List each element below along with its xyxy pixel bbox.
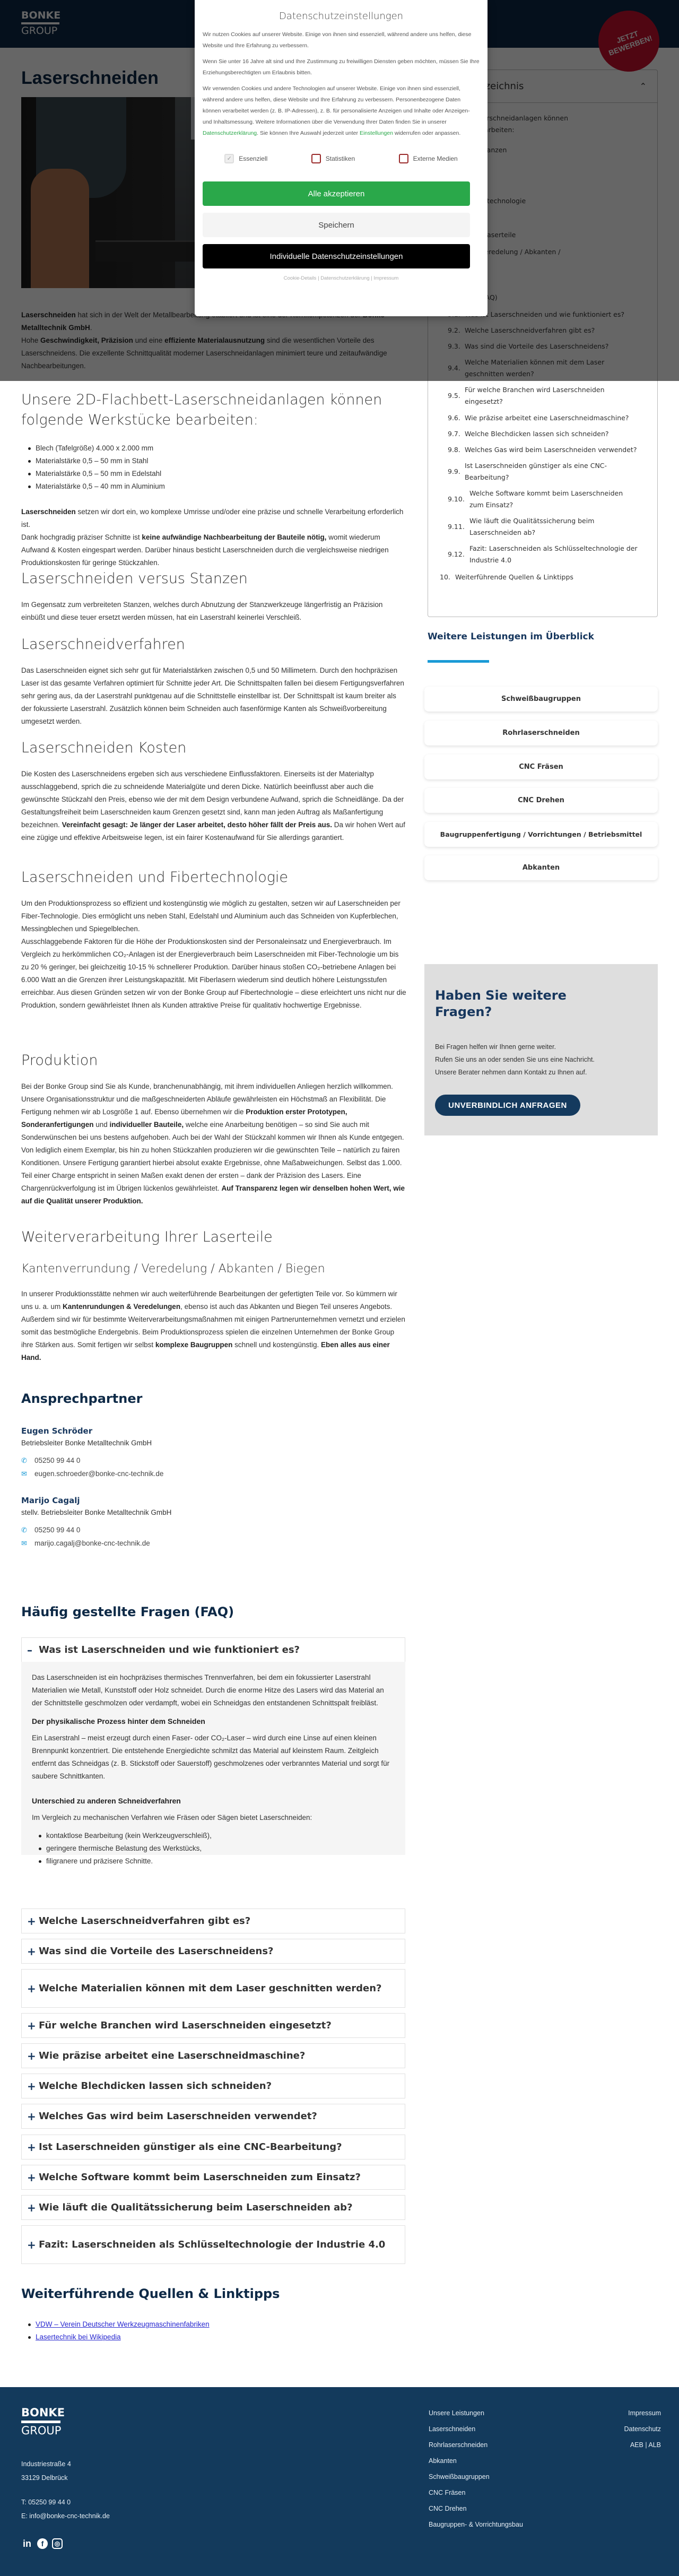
plus-icon: + xyxy=(27,2201,36,2214)
service-link[interactable]: Rohrlaserschneiden xyxy=(424,721,658,745)
services-underline xyxy=(428,660,489,663)
settings-link[interactable]: Einstellungen xyxy=(359,130,393,136)
weiter-text xyxy=(21,1288,406,1364)
separator: | xyxy=(318,275,319,281)
bold-text: Eben alles aus einer Hand. xyxy=(21,1341,390,1361)
faq-question xyxy=(22,1638,405,1662)
instagram-icon[interactable]: ◎ xyxy=(52,2538,63,2549)
service-link[interactable]: CNC Fräsen xyxy=(424,754,658,779)
faq-question xyxy=(22,1939,405,1963)
footer-nav-link[interactable]: Baugruppen- & Vorrichtungsbau xyxy=(429,2521,523,2528)
kosten-heading: Laserschneiden Kosten xyxy=(21,740,187,756)
fiber-heading: Laserschneiden und Fibertechnologie xyxy=(21,869,289,886)
versus-section xyxy=(21,569,406,624)
cookie-details-link[interactable]: Cookie-Details xyxy=(283,275,317,281)
text: Die Kosten des Laserschneidens ergeben sich aus verschiedene Einflussfaktoren. Einerseits ist der Materialtyp ausschlaggebend, sprich die zu schneidende Materialgüte und deren Dicke. Natürlich beeinflusst aber auch die gewünschte Stückzahl den Preis, ebenso wie der mit dem Design verbundene Aufwand, sprich die Schneidlänge. Da der Gestaltungsfreiheit beim Laserschneiden kaum Grenzen gesetzt sind, kann man jeden Auftrag als Maßanfertigung bezeichnen. xyxy=(21,770,404,829)
plus-icon: + xyxy=(27,2110,36,2123)
bold-text: Laserschneiden xyxy=(21,508,76,516)
faq-question xyxy=(22,2014,405,2037)
text: , ebenso ist auch das Abkanten und Biegen Teil unseres Angebots. Außerdem sind wir für bestimmte Weiterverarbeitungsmaßnahmen mit einigen Partnerunternehmen vernetzt und erzielen somit das bestmögliche Endergebnis. Beim Produktionsprozess spielen die einzelnen Unternehmen der Bonke Group ihre Stärken aus. Somit fertigen wir selbst xyxy=(21,1303,405,1349)
request-button[interactable]: UNVERBINDLICH ANFRAGEN xyxy=(435,1095,580,1116)
toc-item-text: Welche Software kommt beim Laserschneiden zum Einsatz? xyxy=(469,489,623,509)
faq-question xyxy=(22,2104,405,2128)
faq-question-text: Welche Laserschneidverfahren gibt es? xyxy=(39,1915,251,1927)
versus-text: Im Gegensatz zum verbreiteten Stanzen, welches durch Abnutzung der Stanzwerkzeuge längerfristig an Präzision einbüßt und diese teuer ersetzt werden müssen, hat ein Laserstrahl keinerlei Verschleiß. xyxy=(21,601,383,621)
toc-number: 10. xyxy=(440,573,450,581)
kosten-text xyxy=(21,768,406,844)
faq-question xyxy=(22,2226,405,2263)
contact-name: Eugen Schröder xyxy=(21,1426,93,1436)
toc-sub-item[interactable] xyxy=(448,428,655,440)
list-item: Materialstärke 0,5 – 50 mm in Stahl xyxy=(36,455,406,467)
toc-number: 9.12. xyxy=(448,550,465,558)
produktion-heading: Produktion xyxy=(21,1052,98,1069)
flatbed-section xyxy=(21,390,406,569)
produktion-section xyxy=(21,1051,406,1208)
toc-item-text: Wie präzise arbeitet eine Laserschneidmaschine? xyxy=(465,414,629,422)
modal-text-1: Wir nutzen Cookies auf unserer Website. Einige von ihnen sind essenziell, während andere uns helfen, diese Website und Ihre Erfahrung zu verbessern. xyxy=(203,31,472,49)
linkedin-icon[interactable]: in xyxy=(23,2538,31,2549)
plus-icon: + xyxy=(27,1914,36,1928)
service-link[interactable]: Baugruppenfertigung / Vorrichtungen / Betriebsmittel xyxy=(424,822,658,847)
cta-heading: Haben Sie weitere Fragen? xyxy=(435,988,567,1019)
toc-sub-item[interactable] xyxy=(448,460,623,483)
footer-logo[interactable] xyxy=(21,2406,65,2437)
footer-nav-link[interactable]: Schweißbaugruppen xyxy=(429,2473,490,2480)
produktion-text xyxy=(21,1080,406,1208)
privacy-link[interactable]: Datenschutzerklärung xyxy=(320,275,370,281)
weiter-subheading: Kantenverrundung / Veredelung / Abkanten / Biegen xyxy=(21,1262,325,1276)
faq-question xyxy=(22,2044,405,2068)
text: und xyxy=(93,1121,110,1129)
faq-question-text: Welche Materialien können mit dem Laser geschnitten werden? xyxy=(39,1983,382,1994)
consent-checkboxes xyxy=(203,154,480,163)
list-item: Blech (Tafelgröße) 4.000 x 2.000 mm xyxy=(36,442,406,455)
contact-phone[interactable] xyxy=(21,1526,406,1534)
text: Dank hochgradig präziser Schnitte ist xyxy=(21,533,142,541)
kosten-section xyxy=(21,738,406,844)
phone-icon: ✆ xyxy=(21,1456,27,1464)
bold-text: Kantenrundungen & Veredelungen xyxy=(63,1303,181,1311)
accept-all-button[interactable]: Alle akzeptieren xyxy=(203,181,470,206)
faq-answer-p1: Das Laserschneiden ist ein hochpräzises thermisches Trennverfahren, bei dem ein fokussierter Laserstrahl Materialien wie Metall, Kunststoff oder Holz schneidet. Durch die enorme Hitze des Lasers wird das Material an der Schnittstelle geschmolzen oder verdampft, wobei ein Schneidgas den entstandenen Schnittspalt freibläst. xyxy=(32,1673,384,1707)
contact-email[interactable] xyxy=(21,1539,406,1547)
services-heading: Weitere Leistungen im Überblick xyxy=(428,631,594,642)
faq-question xyxy=(22,2165,405,2189)
footer-legal-link[interactable]: AEB | ALB xyxy=(630,2441,661,2449)
toc-sub-item[interactable] xyxy=(448,515,628,539)
faq-item[interactable] xyxy=(21,2104,405,2129)
faq-question xyxy=(22,2196,405,2219)
checkbox-statistics[interactable] xyxy=(311,154,355,163)
faq-item[interactable] xyxy=(21,1969,405,2008)
logo-divider xyxy=(21,2421,60,2423)
checkbox-label: Externe Medien xyxy=(413,155,458,162)
toc-item[interactable] xyxy=(440,571,652,583)
faq-answer xyxy=(21,1662,405,1797)
plus-icon: + xyxy=(27,2140,36,2154)
faq-item[interactable] xyxy=(21,2013,405,2038)
faq-heading: Häufig gestellte Fragen (FAQ) xyxy=(21,1604,234,1619)
checkbox-label: Essenziell xyxy=(239,155,268,162)
modal-text-2: Wenn Sie unter 16 Jahre alt sind und Ihre Zustimmung zu freiwilligen Diensten geben möchten, müssen Sie Ihre Erziehungsberechtigten um Erlaubnis bitten. xyxy=(203,58,480,76)
flatbed-heading: Unsere 2D-Flachbett-Laserschneidanlagen können folgende Werkstücke bearbeiten: xyxy=(21,392,382,428)
toc-item-text: Welches Gas wird beim Laserschneiden verwendet? xyxy=(465,446,637,454)
faq-item[interactable] xyxy=(21,2074,405,2098)
footer-nav-link[interactable]: Rohrlaserschneiden xyxy=(429,2441,488,2449)
bold-text: komplexe Baugruppen xyxy=(155,1341,233,1349)
fiber-section xyxy=(21,868,406,1012)
footer-nav-link[interactable]: Laserschneiden xyxy=(429,2425,476,2433)
faq-item[interactable] xyxy=(21,1939,405,1964)
text: widerrufen oder anpassen. xyxy=(393,130,461,136)
faq-item[interactable] xyxy=(21,2225,405,2264)
checkbox-unchecked-icon xyxy=(311,154,321,163)
imprint-link[interactable]: Impressum xyxy=(373,275,399,281)
footer-legal-link[interactable]: Impressum xyxy=(628,2409,661,2417)
toc-item-text: Für welche Branchen wird Laserschneiden eingesetzt? xyxy=(465,386,605,405)
toc-number: 9.9. xyxy=(448,467,460,475)
faq-question-text: Welche Software kommt beim Laserschneiden zum Einsatz? xyxy=(39,2172,361,2183)
faq-question-text: Fazit: Laserschneiden als Schlüsseltechnologie der Industrie 4.0 xyxy=(39,2239,386,2250)
bold-text: Produktion erster Prototypen, Sonderanfertigungen xyxy=(21,1108,347,1129)
logo-top: BONKE xyxy=(21,2406,65,2419)
plus-icon: + xyxy=(27,2079,36,2093)
faq-item[interactable] xyxy=(21,2043,405,2068)
service-link[interactable]: Abkanten xyxy=(424,855,658,880)
modal-footer-links xyxy=(203,275,480,281)
footer-street: Industriestraße 4 xyxy=(21,2460,71,2468)
list-item: kontaktlose Bearbeitung (kein Werkzeugverschleiß), xyxy=(46,1829,395,1842)
toc-number: 9.10. xyxy=(448,495,465,503)
toc-item-text: Fazit: Laserschneiden als Schlüsseltechnologie der Industrie 4.0 xyxy=(469,544,638,564)
toc-number: 9.6. xyxy=(448,414,460,422)
social-links xyxy=(21,2537,63,2550)
checkbox-external-media[interactable] xyxy=(399,154,458,163)
contact-role: Betriebsleiter Bonke Metalltechnik GmbH xyxy=(21,1439,152,1447)
faq-answer-list xyxy=(32,1829,395,1868)
weiter-section xyxy=(21,1227,406,1364)
minus-icon: – xyxy=(27,1643,32,1656)
weiter-heading: Weiterverarbeitung Ihrer Laserteile xyxy=(21,1229,273,1245)
faq-question xyxy=(22,1909,405,1933)
faq-answer-p2: Ein Laserstrahl – meist erzeugt durch einen Faser- oder CO₂-Laser – wird durch eine Linse auf einen kleinen Brennpunkt konzentriert. Die entstehende Energiedichte schmilzt das Material auf kleinstem Raum. Zeitgleich entfernt das Schneidgas (z. B. Stickstoff oder Sauerstoff) geschmolzenes oder verbranntes Material und sorgt für saubere Schnittkanten. xyxy=(32,1734,390,1780)
cta-line: Unsere Berater nehmen dann Kontakt zu Ihnen auf. xyxy=(435,1069,587,1076)
toc-sub-item[interactable] xyxy=(448,412,655,424)
mail-icon: ✉ xyxy=(21,1539,27,1547)
toc-sub-item[interactable] xyxy=(448,444,657,456)
text: womit wiederum Aufwand & Kosten eingespart werden. Darüber hinaus besticht Laserschneiden durch die vergleichsweise niedrigen Produktionskosten für geringe Stückzahlen. xyxy=(21,533,389,567)
list-item xyxy=(36,2318,406,2331)
save-button[interactable]: Speichern xyxy=(203,213,470,237)
list-item: Materialstärke 0,5 – 40 mm in Aluminium xyxy=(36,480,406,493)
source-link[interactable]: Lasertechnik bei Wikipedia xyxy=(36,2333,121,2341)
contact-role: stellv. Betriebsleiter Bonke Metalltechnik GmbH xyxy=(21,1508,172,1516)
text: . Sie können Ihre Auswahl jederzeit unter xyxy=(257,130,360,136)
text: welche eine Anarbeitung benötigen – so sind Sie auch mit Sonderwünschen bei uns bestens aufgehoben. Auch bei der Wahl der Stückzahl kommen wir Ihnen als Kunde entgegen. Von lediglich einem Exemplar, bis hin zu hohen Stückzahlen produzieren wir die gewünschten Teile – natürlich zu fairen Konditionen. Unsere Fertigung garantiert hierbei absolut exakte Ergebnisse, ohne Maßabweichungen. Selbst das 1.000. Teil einer Charge entspricht in seinen Maßen exakt denen der ersten – dank der Präzision des Lasers. Eine Chargenrückverfolgung ist im Übrigen lückenlos gewährleistet. xyxy=(21,1121,404,1192)
flatbed-list xyxy=(21,442,406,493)
service-link[interactable]: Schweißbaugruppen xyxy=(424,687,658,712)
list-item xyxy=(36,2331,406,2344)
footer-phone[interactable]: T: 05250 99 44 0 xyxy=(21,2499,71,2506)
footer-nav-link[interactable]: Unsere Leistungen xyxy=(429,2409,484,2417)
plus-icon: + xyxy=(27,1945,36,1958)
separator: | xyxy=(371,275,372,281)
mail-icon: ✉ xyxy=(21,1469,27,1478)
faq-answer-subheading: Der physikalische Prozess hinter dem Schneiden xyxy=(32,1717,205,1725)
text: Wir verwenden Cookies und andere Technologien auf unserer Website. Einige von ihnen sind essenziell, während andere uns helfen, diese Website und Ihre Erfahrung zu verbessern. Personenbezogene Daten können verarbeitet werden (z. B. IP-Adressen), z. B. für personalisierte Anzeigen und Inhalte oder Anzeigen- und Inhaltsmessung. Weitere Informationen über die Verwendung Ihrer Daten finden Sie in unserer xyxy=(203,85,470,125)
fiber-paragraph-2: Ausschlaggebende Faktoren für die Höhe der Produktionskosten sind der Personaleinsatz und Energieverbrauch. Im Vergleich zu herkömmlichen CO₂-Anlagen ist der Energieverbrauch beim Laserschneiden mit Fiber-Technologie um bis zu 20 % geringer, bei gleichzeitig 10-15 % schnellerer Produktion. Darüber hinaus stoßen CO₂-betriebene Anlagen bei 6.000 Watt an die Grenzen ihrer Leistungskapazität. Mit Fiberlasern wiederum sind deutlich höhere Leistungsstufen erreichbar. Aus diesen Gründen setzen wir von der Bonke Group auf Fibertechnologie – diese erleichtert uns nicht nur die Produktion, sondern gewährleistet Ihnen als Kunden attraktive Preise für qualitativ hochwertige Ergebnisse. xyxy=(21,938,406,1009)
contact-card xyxy=(21,1496,406,1547)
site-footer xyxy=(0,2387,679,2576)
phone-icon: ✆ xyxy=(21,1525,27,1534)
footer-legal-link[interactable]: Datenschutz xyxy=(624,2425,661,2433)
faq-question-text: Für welche Branchen wird Laserschneiden eingesetzt? xyxy=(39,2020,332,2031)
plus-icon: + xyxy=(27,2238,36,2251)
cta-line: Bei Fragen helfen wir Ihnen gerne weiter. xyxy=(435,1043,556,1051)
toc-number: 9.5. xyxy=(448,392,460,400)
checkbox-essential[interactable] xyxy=(224,154,267,163)
toc-sub-item[interactable] xyxy=(448,543,655,566)
fiber-paragraph-1: Um den Produktionsprozess so effizient und kostengünstig wie möglich zu gestalten, setzen wir auf Laserschneiden per Fiber-Technologie. Dies ermöglicht uns neben Stahl, Edelstahl und Aluminium auch das Schneiden von Kupferblechen, Messingblechen und Spiegelblechen. xyxy=(21,899,401,933)
faq-question-text: Wie präzise arbeitet eine Laserschneidmaschine? xyxy=(39,2050,306,2061)
flatbed-paragraph-1 xyxy=(21,506,406,531)
cookie-consent-modal xyxy=(195,0,488,316)
toc-number: 9.8. xyxy=(448,446,460,454)
faq-item[interactable] xyxy=(21,2195,405,2220)
bold-text: individueller Bauteile, xyxy=(109,1121,184,1129)
plus-icon: + xyxy=(27,1982,36,1995)
sources-list xyxy=(21,2318,406,2344)
bold-text: Auf Transparenz legen wir denselben hohen Wert, wie auf die Qualität unserer Produktion. xyxy=(21,1184,405,1205)
phone-number: 05250 99 44 0 xyxy=(34,1526,81,1534)
footer-city: 33129 Delbrück xyxy=(21,2474,68,2482)
toc-number: 9.7. xyxy=(448,430,460,438)
plus-icon: + xyxy=(27,2019,36,2032)
modal-text-3 xyxy=(203,83,480,139)
text: In unserer Produktionsstätte nehmen wir auch weiterführende Bearbeitungen der gefertigten Teile vor. So kümmern wir uns u. a. um xyxy=(21,1290,397,1311)
verfahren-heading: Laserschneidverfahren xyxy=(21,636,185,653)
list-item: geringere thermische Belastung des Werkstücks, xyxy=(46,1842,395,1855)
toc-item-text: Wie läuft die Qualitätssicherung beim Laserschneiden ab? xyxy=(469,517,595,536)
contact-name: Marijo Cagalj xyxy=(21,1496,80,1505)
contact-card xyxy=(21,1426,406,1478)
checkbox-unchecked-icon xyxy=(399,154,408,163)
toc-item-text: Ist Laserschneiden günstiger als eine CNC-Bearbeitung? xyxy=(465,462,607,481)
footer-nav-link[interactable]: CNC Drehen xyxy=(429,2505,467,2512)
footer-nav-link[interactable]: Abkanten xyxy=(429,2457,457,2465)
contacts-section xyxy=(21,1391,406,1547)
text: schnell und kostengünstig. xyxy=(232,1341,321,1349)
individual-settings-button[interactable]: Individuelle Datenschutzeinstellungen xyxy=(203,244,470,268)
bold-text: Vereinfacht gesagt: Je länger der Laser arbeitet, desto höher fällt der Preis aus. xyxy=(62,821,332,829)
cta-text xyxy=(435,1040,647,1079)
faq-answer-continued xyxy=(21,1797,405,1865)
logo-bottom: GROUP xyxy=(21,2424,62,2437)
toc-sub-item[interactable] xyxy=(448,384,617,407)
footer-email[interactable]: E: info@bonke-cnc-technik.de xyxy=(21,2512,110,2520)
toc-number: 9.11. xyxy=(448,523,465,531)
faq-question-text: Was ist Laserschneiden und wie funktioniert es? xyxy=(39,1644,300,1655)
source-link[interactable]: VDW – Verein Deutscher Werkzeugmaschinenfabriken xyxy=(36,2320,210,2328)
checkbox-checked-icon: ✓ xyxy=(224,154,234,163)
bold-text: keine aufwändige Nachbearbeitung der Bauteile nötig, xyxy=(142,533,327,541)
contact-cta-box xyxy=(424,964,658,1135)
sources-section xyxy=(21,2286,406,2344)
faq-question-text: Welche Blechdicken lassen sich schneiden? xyxy=(39,2080,272,2092)
faq-question-text: Was sind die Vorteile des Laserschneidens? xyxy=(39,1946,274,1957)
modal-title: Datenschutzeinstellungen xyxy=(278,11,404,22)
email-address: marijo.cagalj@bonke-cnc-technik.de xyxy=(34,1539,150,1547)
toc-item-text: Weiterführende Quellen & Linktipps xyxy=(455,573,573,581)
faq-answer-p3: Im Vergleich zu mechanischen Verfahren wie Fräsen oder Sägen bietet Laserschneiden: xyxy=(32,1814,312,1822)
contact-phone[interactable] xyxy=(21,1456,406,1464)
faq-item[interactable] xyxy=(21,2165,405,2190)
list-item: filigranere und präzisere Schnitte. xyxy=(46,1855,395,1868)
flatbed-paragraph-2 xyxy=(21,531,406,569)
footer-nav-link[interactable]: CNC Fräsen xyxy=(429,2489,466,2496)
privacy-policy-link[interactable]: Datenschutzerklärung xyxy=(203,130,257,136)
list-item: Materialstärke 0,5 – 50 mm in Edelstahl xyxy=(36,467,406,480)
checkbox-label: Statistiken xyxy=(325,155,355,162)
verfahren-text: Das Laserschneiden eignet sich sehr gut für Materialstärken zwischen 0,5 und 50 Millimetern. Durch den hochpräzisen Laser ist das gesamte Verfahren optimiert für Schnitte jeder Art. Die Schnittspalten fallen bei diesem Fertigungsverfahren sehr gering aus, da der Laserstrahl punktgenau auf die Schnittstelle einstellbar ist. Der Schnittspalt ist kaum breiter als der fokussierte Laserstrahl. Zusätzlich können beim Schneiden auch fasenförmige Kanten als Schweißvorbereitung umgesetzt werden. xyxy=(21,666,404,725)
phone-number: 05250 99 44 0 xyxy=(34,1456,81,1464)
email-address: eugen.schroeder@bonke-cnc-technik.de xyxy=(34,1470,164,1478)
contact-email[interactable] xyxy=(21,1470,406,1478)
text: Bei der Bonke Group sind Sie als Kunde, branchenunabhängig, mit ihrem individuellen Anliegen herzlich willkommen. Unsere Organisationsstruktur und die maßgeschneiderten Abläufe gewährleisten ein Höchstmaß an Flexibilität. Die Fertigung nehmen wir ab Losgröße 1 auf. Ebenso übernehmen wir die xyxy=(21,1082,393,1116)
plus-icon: + xyxy=(27,2049,36,2062)
faq-item[interactable] xyxy=(21,2135,405,2159)
faq-item[interactable] xyxy=(21,1909,405,1933)
faq-question-text: Ist Laserschneiden günstiger als eine CNC-Bearbeitung? xyxy=(39,2141,342,2153)
toc-item-text: Welche Blechdicken lassen sich schneiden? xyxy=(465,430,609,438)
faq-question xyxy=(22,2135,405,2159)
faq-question-text: Wie läuft die Qualitätssicherung beim Laserschneiden ab? xyxy=(39,2202,353,2213)
service-link[interactable]: CNC Drehen xyxy=(424,788,658,813)
text: Da wir hohen Wert auf eine zügige und effektive Arbeitsweise legen, ist ein fairer Kostenaufwand für Sie allerdings garantiert. xyxy=(21,821,405,842)
faq-answer-subheading: Unterschied zu anderen Schneidverfahren xyxy=(32,1797,181,1805)
verfahren-section xyxy=(21,635,406,728)
faq-question xyxy=(22,1970,405,2007)
plus-icon: + xyxy=(27,2171,36,2184)
contacts-heading: Ansprechpartner xyxy=(21,1391,143,1406)
versus-heading: Laserschneiden versus Stanzen xyxy=(21,570,248,587)
cta-line: Rufen Sie uns an oder senden Sie uns eine Nachricht. xyxy=(435,1056,595,1063)
text: setzen wir dort ein, wo komplexe Umrisse und/oder eine präzise und schnelle Verarbeitung erforderlich ist. xyxy=(21,508,404,528)
toc-sub-item[interactable] xyxy=(448,488,639,511)
faq-question xyxy=(22,2074,405,2098)
facebook-icon[interactable]: f xyxy=(37,2538,48,2549)
faq-question-text: Welches Gas wird beim Laserschneiden verwendet? xyxy=(39,2111,317,2122)
faq-item-open[interactable] xyxy=(21,1637,405,1662)
sources-heading: Weiterführende Quellen & Linktipps xyxy=(21,2286,280,2301)
